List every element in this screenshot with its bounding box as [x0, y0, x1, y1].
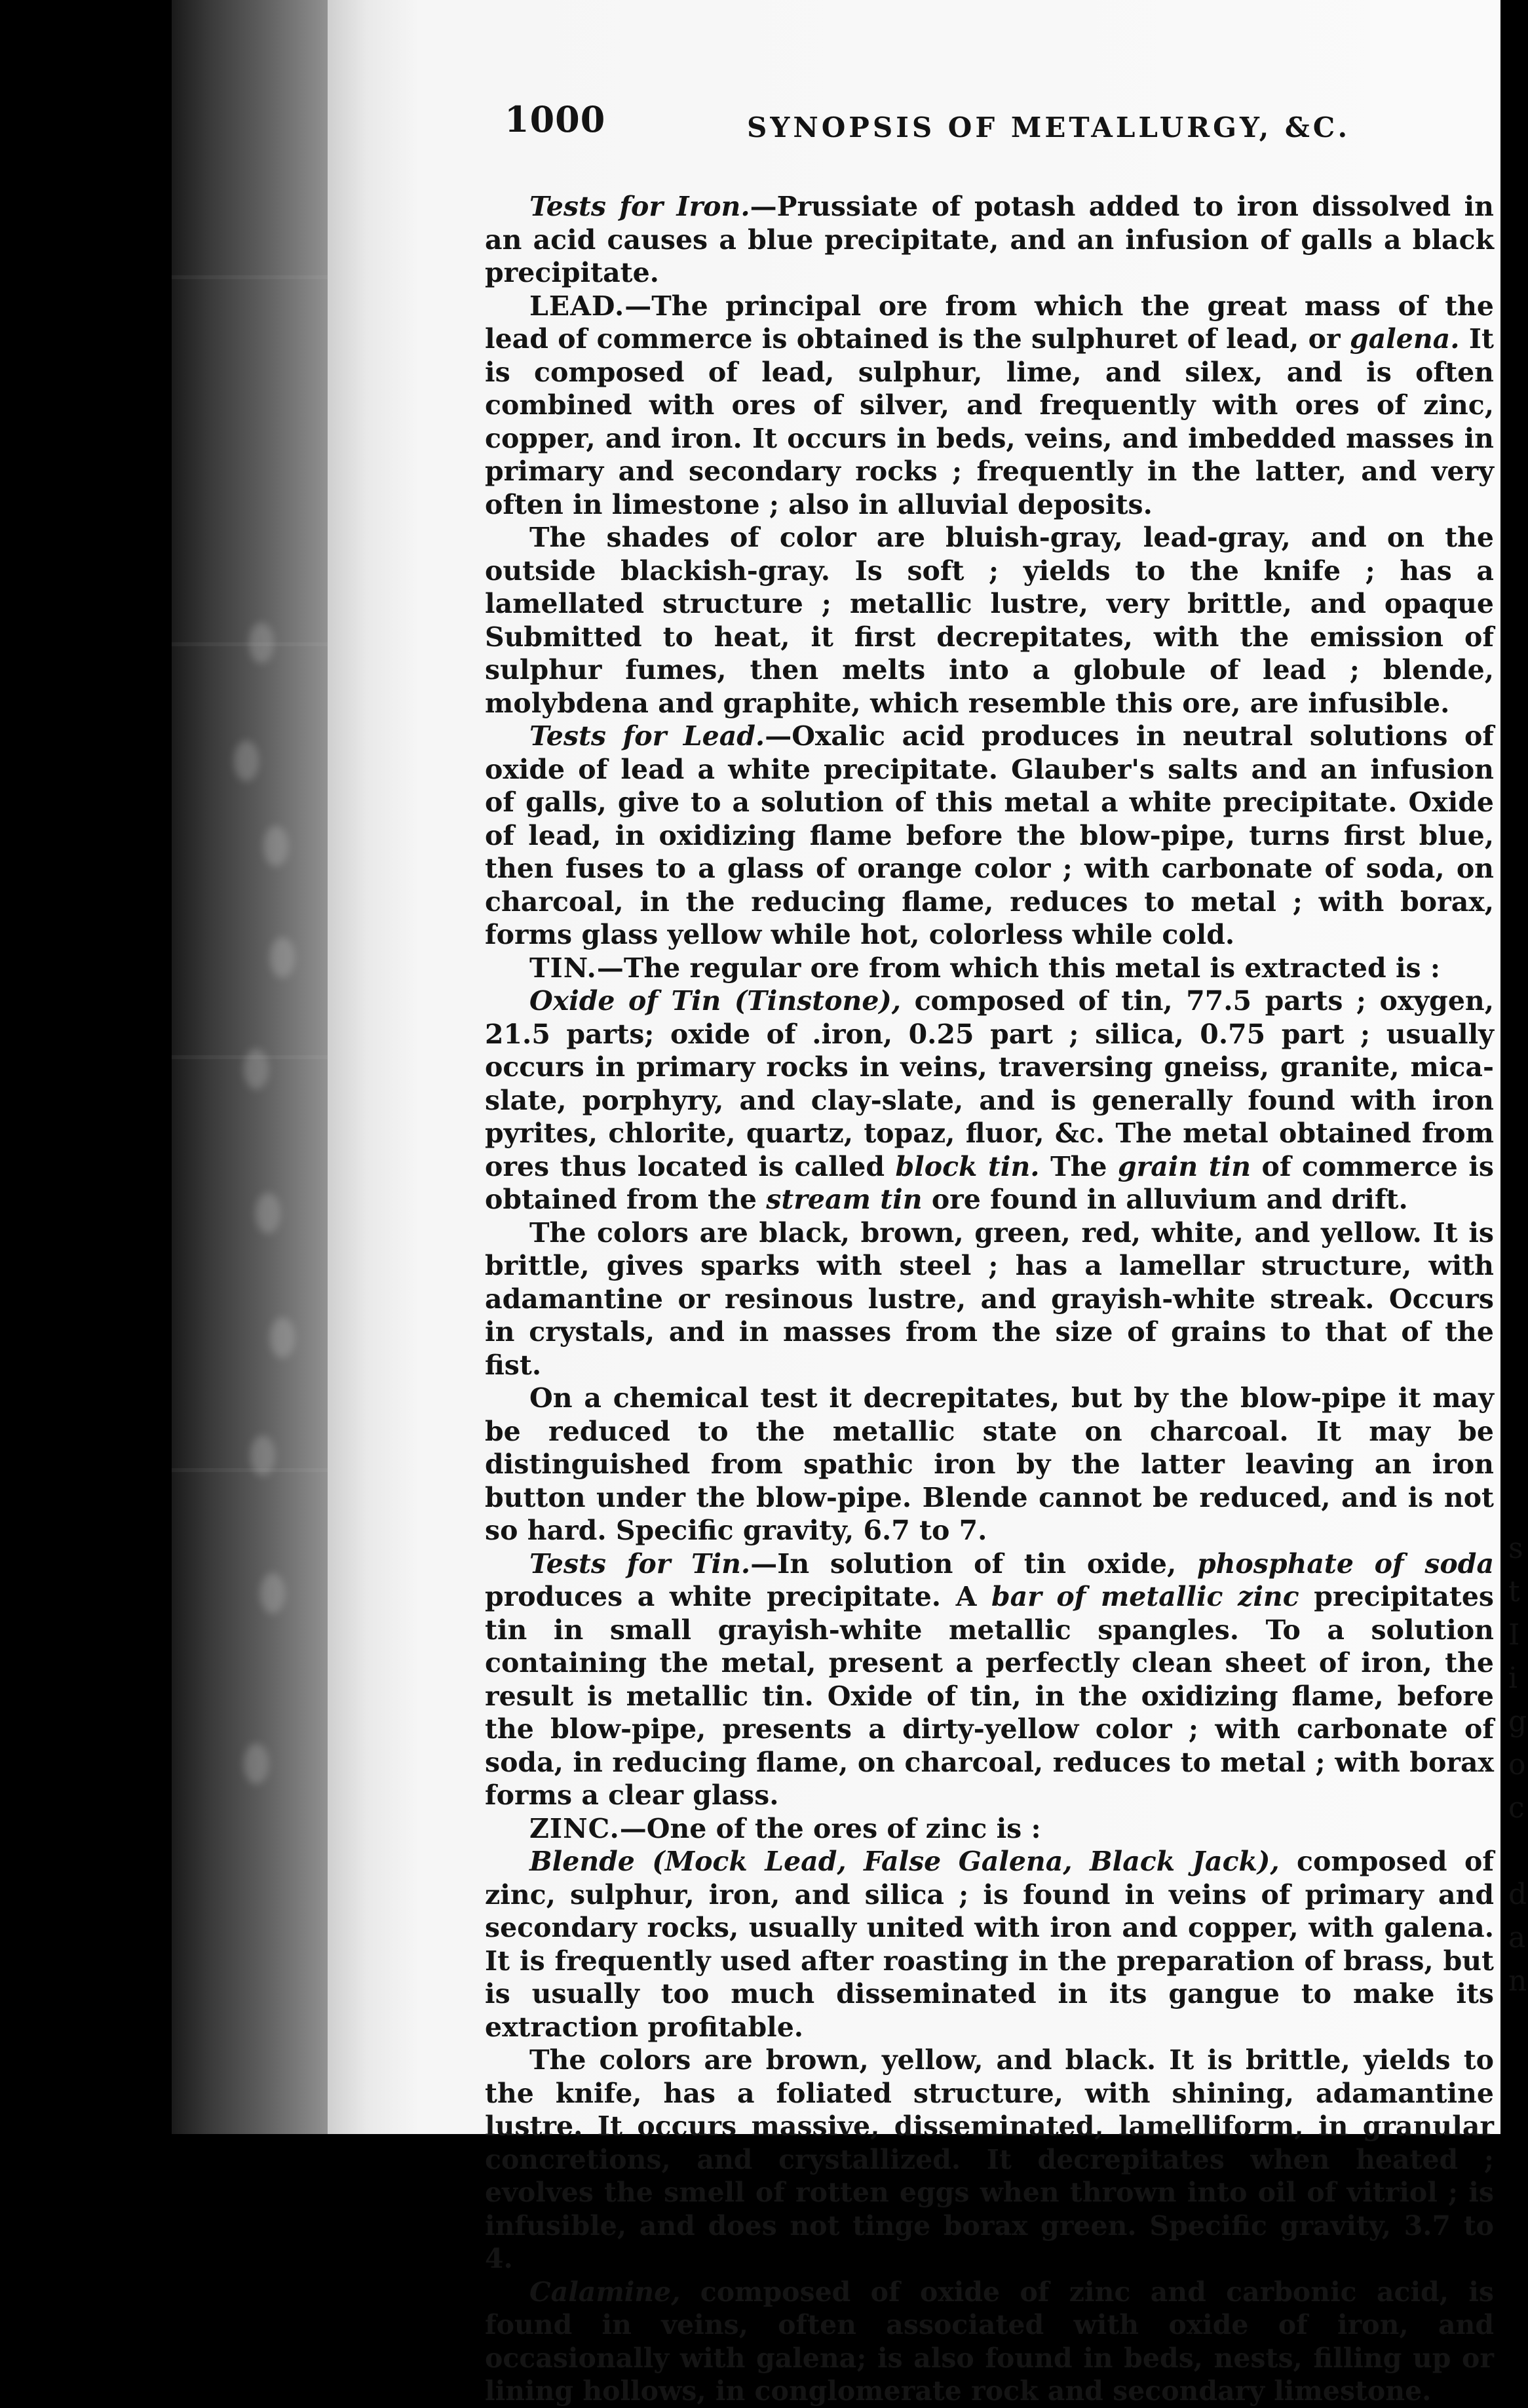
paragraph-text: —In solution of tin oxide,: [750, 1547, 1197, 1580]
paragraph-lead-colors: [485, 521, 1494, 720]
paragraph-tin-colors: [485, 1216, 1494, 1382]
paragraph-text: —The principal ore from which the great mass of the lead of commerce is obtained is the sulphuret of lead, or: [485, 290, 1494, 355]
spine-mark: [270, 937, 295, 978]
paragraph-blende: [485, 1845, 1494, 2044]
paragraph-tin-heading: [485, 952, 1494, 985]
italic-term: grain tin: [1117, 1150, 1251, 1182]
section-heading-lead: LEAD.: [529, 290, 625, 322]
paragraph-text: The shades of color are bluish-gray, lead-gray, and on the outside blackish-gray. Is soft ; yields to the knife ; has a lamellated structure ; metallic lustre, very brittle, and opaque Submitted to heat, it first decrepitates, with the emission of sulphur fumes, then melts into a globule of lead ; blende, molybdena and graphite, which resemble this ore, are infusible.: [485, 522, 1494, 719]
paragraph-tests-iron: [485, 190, 1494, 290]
spine-mark: [263, 826, 288, 866]
italic-term: bar of metallic zinc: [991, 1581, 1299, 1612]
book-spine-gutter: [0, 0, 367, 2134]
paragraph-text: The: [1039, 1150, 1118, 1182]
paragraph-lead: Oxide of Tin (Tinstone),: [529, 985, 902, 1017]
spine-mark: [234, 741, 259, 781]
paragraph-lead: Calamine,: [529, 2276, 681, 2308]
italic-term: galena.: [1349, 323, 1460, 355]
paragraph-tests-lead: [485, 720, 1494, 952]
spine-mark: [249, 623, 274, 663]
paragraph-lead-ore: [485, 290, 1494, 522]
spine-mark: [270, 1317, 295, 1358]
fragment-letter: d: [1508, 1878, 1527, 1911]
paragraph-lead: Tests for Lead.: [529, 720, 765, 752]
paragraph-tests-tin: [485, 1547, 1494, 1812]
fragment-letter: I: [1508, 1618, 1520, 1652]
paragraph-text: —Oxalic acid produces in neutral solutions of oxide of lead a white precipitate. Glauber's salts and an infusion of galls, give to a solution of this metal a white precipitate. Oxide of lead, in oxidizing flame before the blow-pipe, turns first blue, then fuses to a glass of orange color ; with carbonate of soda, on charcoal, in the reducing flame, reduces to metal ; with borax, forms glass yellow while hot, colorless while cold.: [485, 720, 1494, 950]
page-text-block: [485, 98, 1494, 2408]
section-heading-tin: TIN.: [529, 952, 597, 984]
section-heading-zinc: ZINC.: [529, 1812, 620, 1844]
paragraph-text: produces a white precipitate. A: [485, 1581, 991, 1612]
fragment-letter: c: [1508, 1791, 1525, 1825]
facing-page-fragment: [1508, 1527, 1528, 1998]
paragraph-zinc-heading: [485, 1812, 1494, 1846]
paragraph-text: —One of the ores of zinc is :: [619, 1812, 1041, 1844]
paragraph-text: —Prussiate of potash added to iron dissolved in an acid causes a blue precipitate, and an infusion of galls a black precipitate.: [485, 191, 1494, 288]
fragment-letter: g: [1508, 1705, 1527, 1738]
fragment-letter: a: [1508, 1921, 1526, 1954]
paragraph-text: It is composed of lead, sulphur, lime, and silex, and is often combined with ores of silver, and frequently with ores of zinc, copper, and iron. It occurs in beds, veins, and imbedded masses in primary and secondary rocks ; frequently in the latter, and very often in limestone ; also in alluvial deposits.: [485, 323, 1494, 520]
spine-mark: [244, 1049, 269, 1089]
fragment-letter: n: [1508, 1964, 1527, 1998]
paragraph-blende-colors: [485, 2044, 1494, 2276]
paragraph-text: The colors are brown, yellow, and black. It is brittle, yields to the knife, has a foliated structure, with shining, adamantine lustre. It occurs massive, disseminated, lamelliform, in granular concretions, and crystallized. It decrepitates when heated ; evolves the smell of rotten eggs when thrown into oil of vitriol ; is infusible, and does not tinge borax green. Specific gravity, 3.7 to 4.: [485, 2044, 1494, 2274]
body-text: [485, 190, 1494, 2408]
running-title: SYNOPSIS OF METALLURGY, &C.: [747, 111, 1351, 144]
paragraph-text: composed of tin, 77.5 parts ; oxygen, 21.5 parts; oxide of .iron, 0.25 part ; silica, 0.75 part ; usually occurs in primary rocks in veins, traversing gneiss, granite, mica-slate, porphyry, and clay-slate, and is generally found with iron pyrites, chlorite, quartz, topaz, fluor, &c. The metal obtained from ores thus located is called: [485, 985, 1494, 1182]
italic-term: block tin.: [895, 1150, 1040, 1182]
spine-mark: [256, 1193, 280, 1233]
fragment-letter: t: [1508, 1575, 1520, 1608]
spine-mark: [244, 1743, 269, 1784]
paragraph-text: of commerce is obtained from the: [485, 1150, 1494, 1215]
paragraph-text: composed of oxide of zinc and carbonic acid, is found in veins, often associated with oxide of iron, and occasionally with galena; is also found in beds, nests, filling up or lining hollows, in conglomerate rock and secondary limestone.: [485, 2276, 1494, 2407]
italic-term: phosphate of soda: [1196, 1547, 1495, 1580]
italic-term: stream tin: [766, 1184, 923, 1215]
spine-mark: [260, 1573, 285, 1614]
paragraph-calamine: [485, 2276, 1494, 2408]
fragment-letter: [1508, 1830, 1528, 1873]
paragraph-text: ore found in alluvium and drift.: [922, 1184, 1408, 1215]
paragraph-text: —The regular ore from which this metal is extracted is :: [596, 952, 1441, 984]
page-header: [485, 98, 1494, 177]
paragraph-tin-chemical-test: [485, 1382, 1494, 1547]
paragraph-text: On a chemical test it decrepitates, but by the blow-pipe it may be reduced to the metallic state on charcoal. It may be distinguished from spathic iron by the latter leaving an iron button under the blow-pipe. Blende cannot be reduced, and is not so hard. Specific gravity, 6.7 to 7.: [485, 1382, 1494, 1546]
paragraph-lead: Tests for Iron.: [529, 191, 750, 222]
page-number: 1000: [505, 98, 606, 140]
fragment-letter: s: [1508, 1532, 1523, 1565]
paragraph-oxide-tin: [485, 984, 1494, 1216]
paragraph-text: precipitates tin in small grayish-white metallic spangles. To a solution containing the metal, present a perfectly clean sheet of iron, the result is metallic tin. Oxide of tin, in the oxidizing flame, before the blow-pipe, presents a dirty-yellow color ; with carbonate of soda, in reducing flame, on charcoal, reduces to metal ; with borax forms a clear glass.: [485, 1581, 1494, 1811]
paragraph-text: composed of zinc, sulphur, iron, and silica ; is found in veins of primary and secondary rocks, usually united with iron and copper, with galena. It is frequently used after roasting in the preparation of brass, but is usually too much disseminated in its gangue to make its extraction profitable.: [485, 1846, 1495, 2043]
paragraph-lead: Tests for Tin.: [529, 1547, 751, 1580]
fragment-letter: i: [1508, 1661, 1518, 1695]
spine-mark: [250, 1435, 275, 1476]
fragment-letter: o: [1508, 1748, 1526, 1781]
paragraph-text: The colors are black, brown, green, red, white, and yellow. It is brittle, gives sparks with steel ; has a lamellar structure, with adamantine or resinous lustre, and grayish-white streak. Occurs in crystals, and in masses from the size of grains to that of the fist.: [485, 1216, 1494, 1381]
paragraph-lead: Blende (Mock Lead, False Galena, Black Jack),: [529, 1846, 1280, 1877]
